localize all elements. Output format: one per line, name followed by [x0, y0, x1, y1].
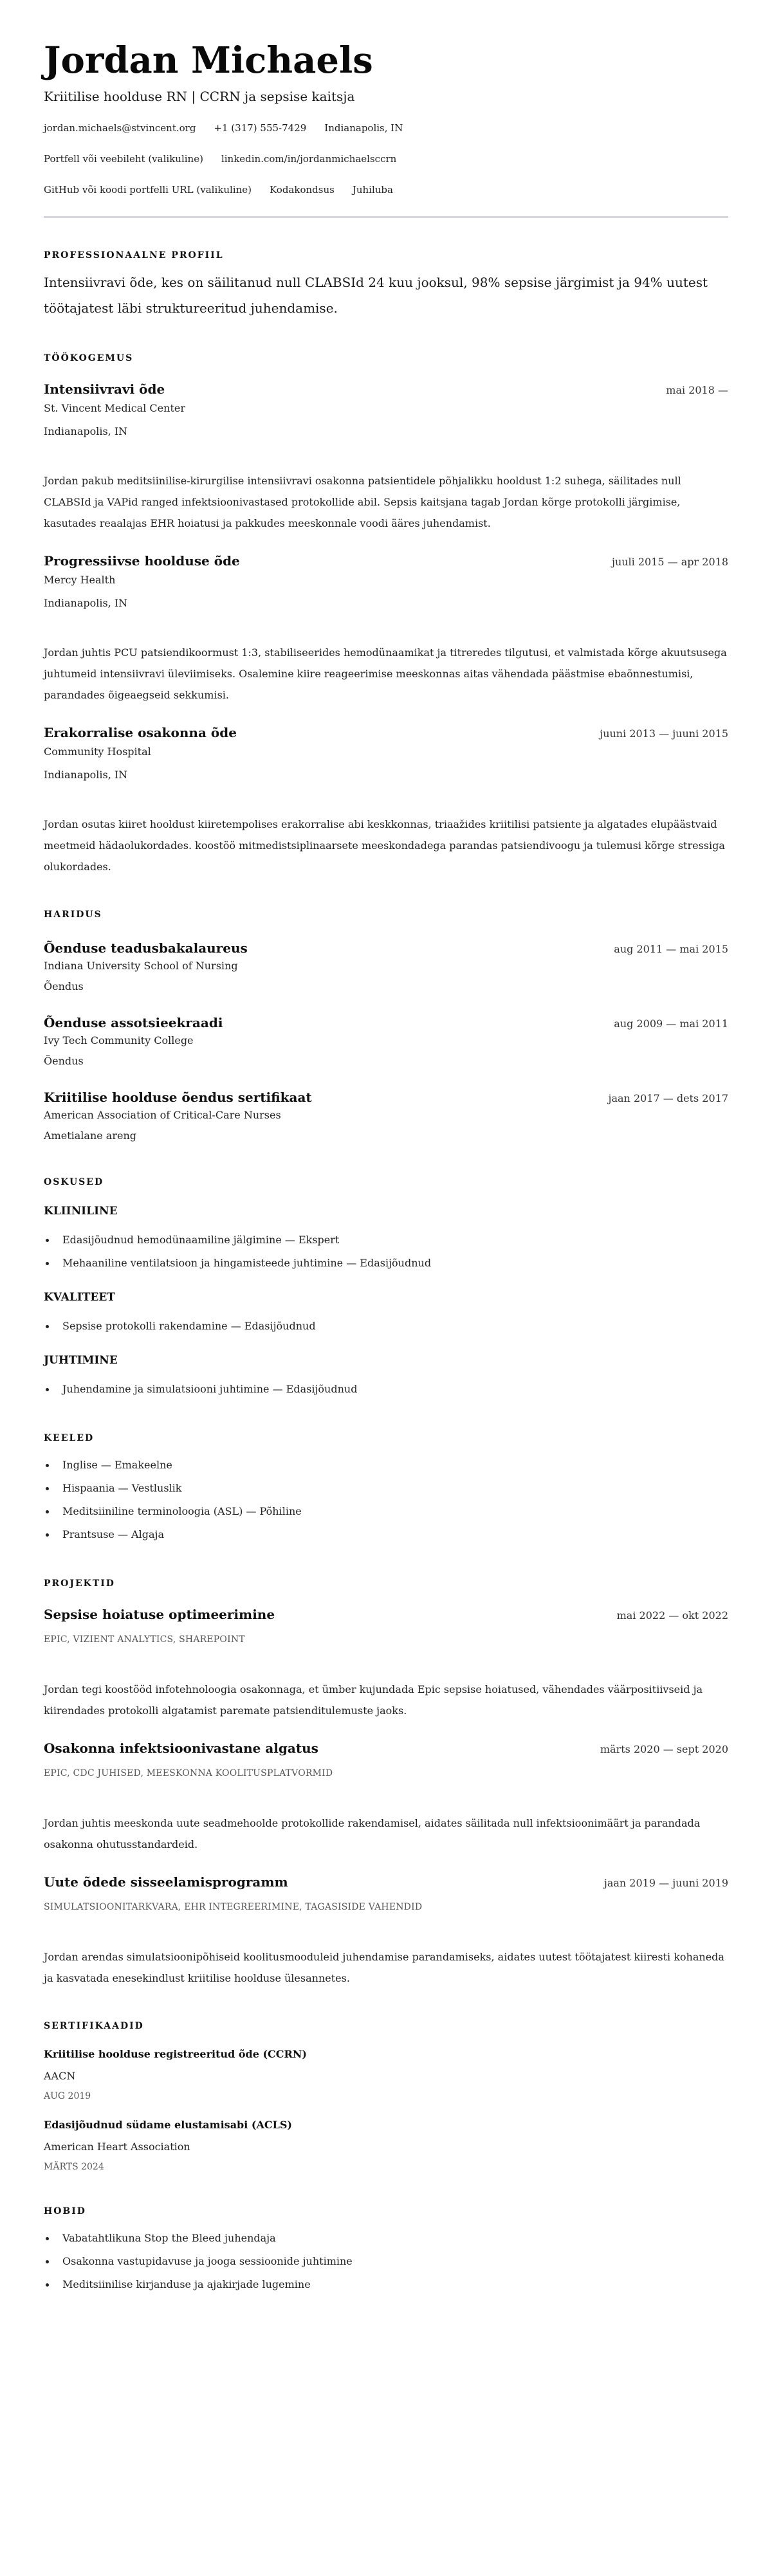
section-title: PROFESSIONAALNE PROFIIL — [44, 250, 224, 260]
job-description: Jordan juhtis PCU patsiendikoormust 1:3, stabiliseerides hemodünaamikat ja titreredes tilgutusi, et valmistada kõrge akuutsusega juhtumeid intensiivravi üleviimiseks. Osalemine kiire reageerimise meeskonnas aitas vähendada päästmise ebaõnnestumisi, parandades õigeaegseid sekkumisi. — [44, 646, 727, 701]
school-name: Ivy Tech Community College — [44, 1034, 194, 1046]
project-technologies: EPIC, VIZIENT ANALYTICS, SHAREPOINT — [44, 1634, 245, 1645]
skill-item: Mehaaniline ventilatsioon ja hingamisteede juhtimine — Edasijõudnud — [44, 1252, 728, 1275]
contact-block — [44, 120, 728, 212]
job-title: Progressiivse hoolduse õde — [44, 553, 240, 569]
field-of-study: Õendus — [44, 1055, 84, 1067]
candidate-name: Jordan Michaels — [44, 39, 373, 82]
profile-summary: Intensiivravi õde, kes on säilitanud null CLABSId 24 kuu jooksul, 98% sepsise järgimist ja 94% uutest töötajatest läbi struktureeritud juhendamise. — [44, 275, 708, 316]
skill-item: Sepsise protokolli rakendamine — Edasijõudnud — [44, 1315, 728, 1338]
field-of-study: Ametialane areng — [44, 1129, 136, 1142]
job-company: St. Vincent Medical Center — [44, 402, 185, 414]
section-title: PROJEKTID — [44, 1578, 115, 1589]
project-description: Jordan tegi koostööd infotehnoloogia osakonnaga, et ümber kujundada Epic sepsise hoiatused, vähendades väärpositiivseid ja kiirendades protokolli algatamist paremate patsienditulemuste jaoks. — [44, 1683, 703, 1717]
contact-portfolio[interactable]: Portfell või veebileht (valikuline) — [44, 153, 203, 165]
project-title: Osakonna infektsioonivastane algatus — [44, 1740, 318, 1756]
language-item: Prantsuse — Algaja — [44, 1523, 728, 1546]
experience-entry — [44, 552, 728, 706]
project-dates: jaan 2019 — juuni 2019 — [603, 1877, 728, 1889]
section-title: SERTIFIKAADID — [44, 2021, 144, 2031]
job-title: Intensiivravi õde — [44, 381, 165, 397]
section-title: KEELED — [44, 1433, 95, 1443]
education-dates: aug 2011 — mai 2015 — [614, 943, 728, 955]
school-name: Indiana University School of Nursing — [44, 960, 238, 972]
section-title: OSKUSED — [44, 1177, 104, 1187]
certification-title: Kriitilise hoolduse registreeritud õde (CCRN) — [44, 2048, 307, 2060]
contact-email[interactable]: jordan.michaels@stvincent.org — [44, 122, 196, 134]
skill-group-title: KLIINILINE — [44, 1205, 118, 1218]
contact-github[interactable]: GitHub või koodi portfelli URL (valikuline) — [44, 184, 252, 196]
skill-list — [44, 1229, 728, 1275]
skill-group-title: JUHTIMINE — [44, 1354, 118, 1367]
experience-entry — [44, 380, 728, 534]
language-item: Hispaania — Vestluslik — [44, 1477, 728, 1500]
section-certifications — [44, 2020, 728, 2174]
certification-title: Edasijõudnud südame elustamisabi (ACLS) — [44, 2119, 292, 2131]
language-list — [44, 1454, 728, 1546]
job-title: Erakorralise osakonna õde — [44, 725, 237, 740]
certification-entry — [44, 2047, 728, 2103]
hobby-item: Vabatahtlikuna Stop the Bleed juhendaja — [44, 2227, 728, 2250]
section-projects — [44, 1577, 728, 1989]
skill-group — [44, 1203, 728, 1275]
job-description: Jordan osutas kiiret hooldust kiiretempolises erakorralise abi keskkonnas, triaažides kriitilisi patsiente ja algatades elupäästvaid meetmeid hädaolukordades. koostöö mitmedistsiplinaarsete meeskondadega parandas patsiendivoogu ja tulemusi kõrge stressiga olukordades. — [44, 818, 725, 873]
contact-row — [44, 151, 728, 181]
section-skills — [44, 1176, 728, 1401]
education-entry — [44, 939, 728, 996]
job-dates: juuni 2013 — juuni 2015 — [600, 727, 728, 740]
contact-drivers-license: Juhiluba — [352, 184, 393, 196]
education-dates: aug 2009 — mai 2011 — [614, 1018, 728, 1030]
project-technologies: SIMULATSIOONITARKVARA, EHR INTEGREERIMINE, TAGASISIDE VAHENDID — [44, 1902, 423, 1912]
certification-issuer: AACN — [44, 2070, 76, 2082]
candidate-headline: Kriitilise hoolduse RN | CCRN ja sepsise kaitsja — [44, 89, 355, 104]
degree-title: Kriitilise hoolduse õendus sertifikaat — [44, 1090, 312, 1105]
section-education — [44, 908, 728, 1145]
job-description: Jordan pakub meditsiinilise-kirurgilise intensiivravi osakonna patsientidele põhjalikku hooldust 1:2 suhega, säilitades null CLABSId ja VAPid ranged infektsioonivastased protokollide abil. Sepsis kaitsjana tagab Jordan kõrge protokolli järgimise, kasutades reaalajas EHR hoiatusi ja pakkudes meeskonnale voodi ääres juhendamist. — [44, 475, 681, 529]
job-dates: mai 2018 — — [666, 384, 728, 396]
skill-item: Juhendamine ja simulatsiooni juhtimine — Edasijõudnud — [44, 1378, 728, 1401]
section-languages — [44, 1432, 728, 1546]
project-description: Jordan arendas simulatsioonipõhiseid koolitusmooduleid juhendamise parandamiseks, aidates uutest töötajatest kiiresti kohaneda ja kasvatada enesekindlust kriitilise hoolduse ülesannetes. — [44, 1951, 724, 1984]
project-description: Jordan juhtis meeskonda uute seadmehoolde protokollide rakendamisel, aidates säilitada null infektsioonimäärt ja parandada osakonna ohutusstandardeid. — [44, 1817, 701, 1850]
certification-date: MÄRTS 2024 — [44, 2162, 104, 2172]
header-divider — [44, 216, 728, 218]
education-entry — [44, 1014, 728, 1070]
project-dates: mai 2022 — okt 2022 — [616, 1609, 728, 1621]
contact-linkedin[interactable]: linkedin.com/in/jordanmichaelsccrn — [221, 153, 397, 165]
certification-date: AUG 2019 — [44, 2091, 91, 2101]
language-item: Inglise — Emakeelne — [44, 1454, 728, 1477]
hobby-item: Osakonna vastupidavuse ja jooga sessioonide juhtimine — [44, 2250, 728, 2273]
project-entry — [44, 1873, 728, 1989]
job-company: Mercy Health — [44, 574, 116, 586]
project-title: Sepsise hoiatuse optimeerimine — [44, 1607, 275, 1622]
contact-row — [44, 120, 728, 151]
contact-row — [44, 181, 728, 212]
field-of-study: Õendus — [44, 980, 84, 992]
hobby-item: Meditsiinilise kirjanduse ja ajakirjade lugemine — [44, 2273, 728, 2296]
job-location: Indianapolis, IN — [44, 769, 128, 781]
skill-group-title: KVALITEET — [44, 1291, 115, 1304]
project-entry — [44, 1605, 728, 1721]
section-title: HOBID — [44, 2206, 86, 2216]
section-profile — [44, 249, 728, 321]
hobby-list — [44, 2227, 728, 2296]
skill-group — [44, 1352, 728, 1401]
section-title: TÖÖKOGEMUS — [44, 353, 134, 363]
education-entry — [44, 1088, 728, 1145]
project-title: Uute õdede sisseelamisprogramm — [44, 1874, 288, 1890]
certification-issuer: American Heart Association — [44, 2141, 190, 2153]
job-location: Indianapolis, IN — [44, 597, 128, 609]
section-experience — [44, 352, 728, 877]
job-dates: juuli 2015 — apr 2018 — [611, 556, 728, 568]
skill-list — [44, 1315, 728, 1338]
experience-entry — [44, 724, 728, 877]
resume-header — [44, 37, 728, 218]
skill-item: Edasijõudnud hemodünaamiline jälgimine — Ekspert — [44, 1229, 728, 1252]
contact-location: Indianapolis, IN — [324, 122, 403, 134]
skill-list — [44, 1378, 728, 1401]
degree-title: Õenduse teadusbakalaureus — [44, 940, 248, 956]
section-title: HARIDUS — [44, 909, 102, 920]
project-technologies: EPIC, CDC JUHISED, MEESKONNA KOOLITUSPLATVORMID — [44, 1768, 333, 1778]
contact-citizenship: Kodakondsus — [270, 184, 335, 196]
contact-phone[interactable]: +1 (317) 555-7429 — [214, 122, 307, 134]
project-entry — [44, 1739, 728, 1855]
language-item: Meditsiiniline terminoloogia (ASL) — Põhiline — [44, 1500, 728, 1523]
section-hobbies — [44, 2205, 728, 2296]
school-name: American Association of Critical-Care Nurses — [44, 1109, 281, 1121]
project-dates: märts 2020 — sept 2020 — [600, 1743, 728, 1755]
skill-group — [44, 1289, 728, 1338]
job-location: Indianapolis, IN — [44, 425, 128, 437]
certification-entry — [44, 2117, 728, 2174]
education-dates: jaan 2017 — dets 2017 — [608, 1092, 728, 1104]
job-company: Community Hospital — [44, 745, 151, 758]
degree-title: Õenduse assotsieekraadi — [44, 1015, 223, 1030]
